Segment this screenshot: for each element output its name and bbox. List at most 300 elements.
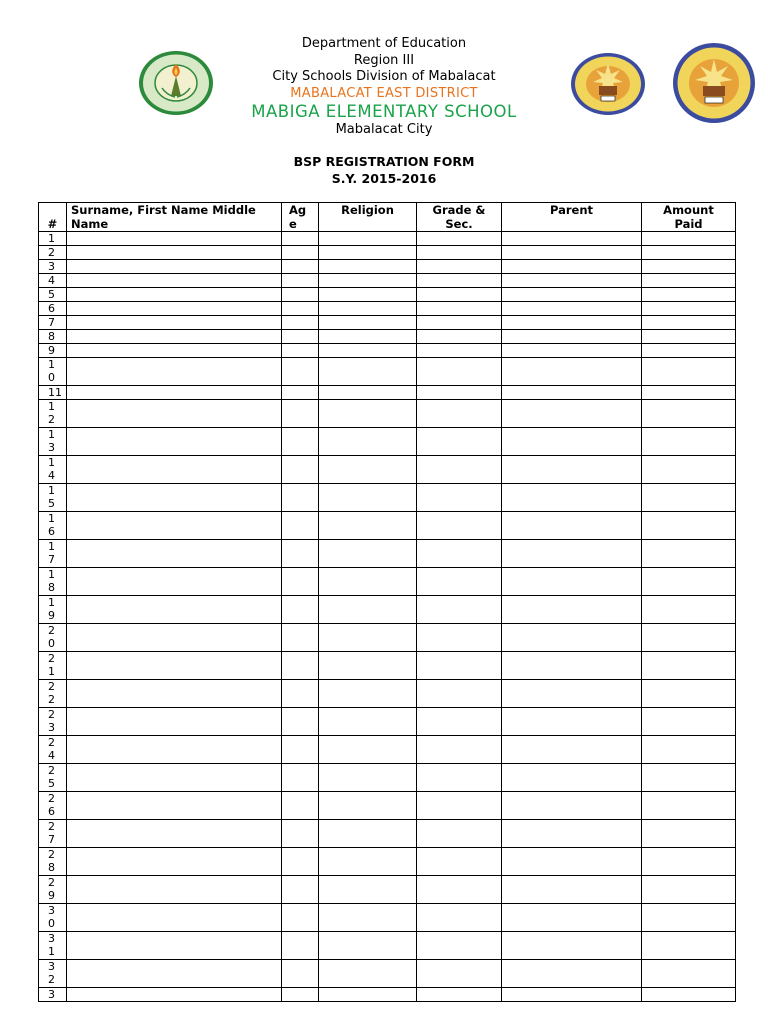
name-cell[interactable] [67,246,282,260]
parent-cell[interactable] [502,386,642,400]
row-number-line2: 2 [48,693,55,706]
row-number-line1: 2 [48,246,55,259]
row-number-line2: 0 [48,917,55,930]
row-number-line1: 2 [48,876,55,889]
name-cell[interactable] [67,274,282,288]
grade-cell[interactable] [417,988,502,1002]
row-number-line1: 2 [48,736,55,749]
row-number-line1: 2 [48,708,55,721]
name-cell[interactable] [67,736,282,764]
age-cell[interactable] [282,764,319,792]
age-cell[interactable] [282,344,319,358]
table-row [39,260,736,274]
row-number [39,456,67,484]
religion-cell[interactable] [319,260,417,274]
age-cell[interactable] [282,904,319,932]
religion-cell[interactable] [319,680,417,708]
grade-cell[interactable] [417,540,502,568]
name-cell[interactable] [67,988,282,1002]
grade-cell[interactable] [417,792,502,820]
religion-cell[interactable] [319,246,417,260]
parent-cell[interactable] [502,302,642,316]
header-grade-line1: Grade & [432,203,486,217]
amount-cell[interactable] [642,246,736,260]
age-cell[interactable] [282,960,319,988]
grade-cell[interactable] [417,302,502,316]
age-cell[interactable] [282,400,319,428]
parent-cell[interactable] [502,344,642,358]
name-cell[interactable] [67,596,282,624]
grade-cell[interactable] [417,960,502,988]
age-cell[interactable] [282,708,319,736]
age-cell[interactable] [282,330,319,344]
age-cell[interactable] [282,358,319,386]
grade-cell[interactable] [417,652,502,680]
header-grade-line2: Sec. [445,217,473,231]
age-cell[interactable] [282,512,319,540]
row-number-line1: 2 [48,652,55,665]
parent-cell[interactable] [502,428,642,456]
row-number-line2: 9 [48,889,55,902]
grade-cell[interactable] [417,708,502,736]
row-number-line1: 2 [48,680,55,693]
parent-cell[interactable] [502,988,642,1002]
row-number [39,652,67,680]
amount-cell[interactable] [642,232,736,246]
parent-cell[interactable] [502,764,642,792]
age-cell[interactable] [282,988,319,1002]
religion-cell[interactable] [319,386,417,400]
parent-cell[interactable] [502,512,642,540]
row-number-line2: 8 [48,581,55,594]
age-cell[interactable] [282,652,319,680]
row-number [39,484,67,512]
parent-cell[interactable] [502,596,642,624]
parent-cell[interactable] [502,708,642,736]
parent-cell[interactable] [502,232,642,246]
parent-cell[interactable] [502,680,642,708]
name-cell[interactable] [67,764,282,792]
parent-cell[interactable] [502,960,642,988]
row-number-line2: 1 [48,665,55,678]
row-number [39,568,67,596]
name-cell[interactable] [67,512,282,540]
religion-cell[interactable] [319,344,417,358]
table-row [39,764,736,792]
row-number-line1: 1 [48,400,55,413]
row-number-line1: 2 [48,764,55,777]
grade-cell[interactable] [417,316,502,330]
grade-cell[interactable] [417,386,502,400]
table-row [39,988,736,1002]
row-number-line1: 3 [48,932,55,945]
age-cell[interactable] [282,540,319,568]
table-row [39,358,736,386]
age-cell[interactable] [282,288,319,302]
age-cell[interactable] [282,820,319,848]
parent-cell[interactable] [502,274,642,288]
header-religion: Religion [319,203,417,232]
age-cell[interactable] [282,302,319,316]
amount-cell[interactable] [642,960,736,988]
grade-cell[interactable] [417,456,502,484]
amount-cell[interactable] [642,400,736,428]
grade-cell[interactable] [417,932,502,960]
table-row [39,820,736,848]
parent-cell[interactable] [502,932,642,960]
table-row [39,400,736,428]
amount-cell[interactable] [642,540,736,568]
religion-cell[interactable] [319,358,417,386]
amount-cell[interactable] [642,624,736,652]
age-cell[interactable] [282,232,319,246]
religion-cell[interactable] [319,274,417,288]
row-number [39,876,67,904]
grade-cell[interactable] [417,260,502,274]
grade-cell[interactable] [417,680,502,708]
name-cell[interactable] [67,568,282,596]
name-cell[interactable] [67,820,282,848]
grade-cell[interactable] [417,512,502,540]
religion-cell[interactable] [319,988,417,1002]
parent-cell[interactable] [502,792,642,820]
header-school-name: MABIGA ELEMENTARY SCHOOL [251,102,517,121]
name-cell[interactable] [67,792,282,820]
age-cell[interactable] [282,680,319,708]
amount-cell[interactable] [642,512,736,540]
grade-cell[interactable] [417,400,502,428]
amount-cell[interactable] [642,288,736,302]
amount-cell[interactable] [642,876,736,904]
header-number: # [39,203,67,232]
amount-cell[interactable] [642,708,736,736]
religion-cell[interactable] [319,232,417,246]
amount-cell[interactable] [642,456,736,484]
religion-cell[interactable] [319,820,417,848]
name-cell[interactable] [67,288,282,302]
grade-cell[interactable] [417,876,502,904]
amount-cell[interactable] [642,848,736,876]
table-row [39,932,736,960]
row-number [39,764,67,792]
row-number-line2: 1 [48,945,55,958]
row-number-line1: 7 [48,316,55,329]
name-cell[interactable] [67,904,282,932]
grade-cell[interactable] [417,246,502,260]
row-number-line1: 4 [48,274,55,287]
table-row [39,652,736,680]
header-city: Mabalacat City [335,122,433,137]
amount-cell[interactable] [642,820,736,848]
grade-cell[interactable] [417,274,502,288]
parent-cell[interactable] [502,330,642,344]
row-number-line1: 2 [48,624,55,637]
parent-cell[interactable] [502,400,642,428]
age-cell[interactable] [282,260,319,274]
table-header-row [39,203,736,232]
name-cell[interactable] [67,330,282,344]
religion-cell[interactable] [319,596,417,624]
header-division: City Schools Division of Mabalacat [272,69,496,84]
name-cell[interactable] [67,232,282,246]
row-number-line1: 1 [48,512,55,525]
document-header [0,36,768,139]
name-cell[interactable] [67,358,282,386]
table-row [39,484,736,512]
row-number [39,820,67,848]
table-row [39,624,736,652]
amount-cell[interactable] [642,568,736,596]
grade-cell[interactable] [417,288,502,302]
name-cell[interactable] [67,400,282,428]
header-name [67,203,282,232]
header-amount-line1: Amount [663,203,714,217]
religion-cell[interactable] [319,456,417,484]
parent-cell[interactable] [502,456,642,484]
row-number [39,596,67,624]
name-cell[interactable] [67,484,282,512]
amount-cell[interactable] [642,680,736,708]
amount-cell[interactable] [642,344,736,358]
header-grade [417,203,502,232]
religion-cell[interactable] [319,848,417,876]
row-number-line2: 6 [48,805,55,818]
age-cell[interactable] [282,932,319,960]
row-number-line2: 2 [48,413,55,426]
name-cell[interactable] [67,708,282,736]
age-cell[interactable] [282,386,319,400]
name-cell[interactable] [67,386,282,400]
age-cell[interactable] [282,456,319,484]
table-row [39,708,736,736]
row-number [39,330,67,344]
amount-cell[interactable] [642,596,736,624]
amount-cell[interactable] [642,358,736,386]
header-name-line2: Name [71,217,109,231]
name-cell[interactable] [67,848,282,876]
religion-cell[interactable] [319,540,417,568]
grade-cell[interactable] [417,484,502,512]
row-number [39,904,67,932]
header-region: Region III [353,52,415,68]
row-number-line1: 3 [48,260,55,273]
name-cell[interactable] [67,652,282,680]
row-number [39,736,67,764]
religion-cell[interactable] [319,736,417,764]
table-row [39,512,736,540]
religion-cell[interactable] [319,400,417,428]
age-cell[interactable] [282,848,319,876]
parent-cell[interactable] [502,568,642,596]
grade-cell[interactable] [417,344,502,358]
grade-cell[interactable] [417,568,502,596]
grade-cell[interactable] [417,904,502,932]
religion-cell[interactable] [319,624,417,652]
name-cell[interactable] [67,624,282,652]
religion-cell[interactable] [319,904,417,932]
row-number-line1: 1 [48,540,55,553]
religion-cell[interactable] [319,708,417,736]
form-title-block [0,153,768,187]
row-number-line2: 3 [48,441,55,454]
row-number-line1: 1 [48,568,55,581]
grade-cell[interactable] [417,232,502,246]
parent-cell[interactable] [502,358,642,386]
parent-cell[interactable] [502,848,642,876]
age-cell[interactable] [282,792,319,820]
age-cell[interactable] [282,274,319,288]
age-cell[interactable] [282,736,319,764]
age-cell[interactable] [282,246,319,260]
row-number-line1: 1 [48,456,55,469]
row-number [39,624,67,652]
amount-cell[interactable] [642,386,736,400]
table-row [39,344,736,358]
table-row [39,288,736,302]
amount-cell[interactable] [642,932,736,960]
grade-cell[interactable] [417,848,502,876]
age-cell[interactable] [282,428,319,456]
parent-cell[interactable] [502,904,642,932]
row-number [39,386,67,400]
amount-cell[interactable] [642,484,736,512]
age-cell[interactable] [282,568,319,596]
table-row [39,680,736,708]
amount-cell[interactable] [642,792,736,820]
grade-cell[interactable] [417,820,502,848]
row-number-line1: 3 [48,988,55,1001]
row-number-line2: 0 [48,637,55,650]
table-row [39,274,736,288]
header-age [282,203,319,232]
amount-cell[interactable] [642,316,736,330]
name-cell[interactable] [67,680,282,708]
amount-cell[interactable] [642,330,736,344]
age-cell[interactable] [282,316,319,330]
header-age-line1: Ag [289,203,307,217]
religion-cell[interactable] [319,792,417,820]
parent-cell[interactable] [502,624,642,652]
grade-cell[interactable] [417,596,502,624]
row-number [39,344,67,358]
name-cell[interactable] [67,428,282,456]
parent-cell[interactable] [502,820,642,848]
table-row [39,848,736,876]
age-cell[interactable] [282,624,319,652]
parent-cell[interactable] [502,484,642,512]
name-cell[interactable] [67,540,282,568]
parent-cell[interactable] [502,246,642,260]
table-row [39,246,736,260]
religion-cell[interactable] [319,484,417,512]
name-cell[interactable] [67,876,282,904]
amount-cell[interactable] [642,302,736,316]
row-number [39,316,67,330]
name-cell[interactable] [67,302,282,316]
parent-cell[interactable] [502,876,642,904]
row-number-line1: 11 [48,386,62,399]
table-row [39,428,736,456]
name-cell[interactable] [67,260,282,274]
table-row [39,302,736,316]
age-cell[interactable] [282,596,319,624]
amount-cell[interactable] [642,652,736,680]
row-number [39,708,67,736]
parent-cell[interactable] [502,736,642,764]
row-number-line2: 8 [48,861,55,874]
amount-cell[interactable] [642,274,736,288]
parent-cell[interactable] [502,316,642,330]
religion-cell[interactable] [319,288,417,302]
religion-cell[interactable] [319,316,417,330]
row-number-line2: 9 [48,609,55,622]
grade-cell[interactable] [417,764,502,792]
amount-cell[interactable] [642,904,736,932]
religion-cell[interactable] [319,764,417,792]
religion-cell[interactable] [319,932,417,960]
row-number-line1: 3 [48,960,55,973]
name-cell[interactable] [67,960,282,988]
age-cell[interactable] [282,484,319,512]
row-number-line1: 1 [48,232,55,245]
religion-cell[interactable] [319,876,417,904]
row-number-line2: 6 [48,525,55,538]
grade-cell[interactable] [417,330,502,344]
row-number-line2: 5 [48,777,55,790]
name-cell[interactable] [67,344,282,358]
row-number-line1: 1 [48,428,55,441]
amount-cell[interactable] [642,764,736,792]
religion-cell[interactable] [319,330,417,344]
name-cell[interactable] [67,456,282,484]
grade-cell[interactable] [417,428,502,456]
parent-cell[interactable] [502,260,642,274]
row-number [39,358,67,386]
parent-cell[interactable] [502,288,642,302]
row-number [39,792,67,820]
row-number-line1: 3 [48,904,55,917]
religion-cell[interactable] [319,302,417,316]
header-name-line1: Surname, First Name Middle [71,203,256,217]
name-cell[interactable] [67,932,282,960]
parent-cell[interactable] [502,652,642,680]
name-cell[interactable] [67,316,282,330]
header-amount-line2: Paid [674,217,703,231]
row-number-line1: 2 [48,820,55,833]
religion-cell[interactable] [319,428,417,456]
age-cell[interactable] [282,876,319,904]
row-number-line2: 7 [48,553,55,566]
parent-cell[interactable] [502,540,642,568]
religion-cell[interactable] [319,512,417,540]
amount-cell[interactable] [642,736,736,764]
header-parent: Parent [502,203,642,232]
row-number-line2: 2 [48,973,55,986]
row-number [39,428,67,456]
row-number-line2: 3 [48,721,55,734]
amount-cell[interactable] [642,428,736,456]
grade-cell[interactable] [417,736,502,764]
grade-cell[interactable] [417,624,502,652]
amount-cell[interactable] [642,988,736,1002]
row-number-line2: 0 [48,371,55,384]
religion-cell[interactable] [319,960,417,988]
amount-cell[interactable] [642,260,736,274]
row-number [39,302,67,316]
grade-cell[interactable] [417,358,502,386]
religion-cell[interactable] [319,652,417,680]
religion-cell[interactable] [319,568,417,596]
